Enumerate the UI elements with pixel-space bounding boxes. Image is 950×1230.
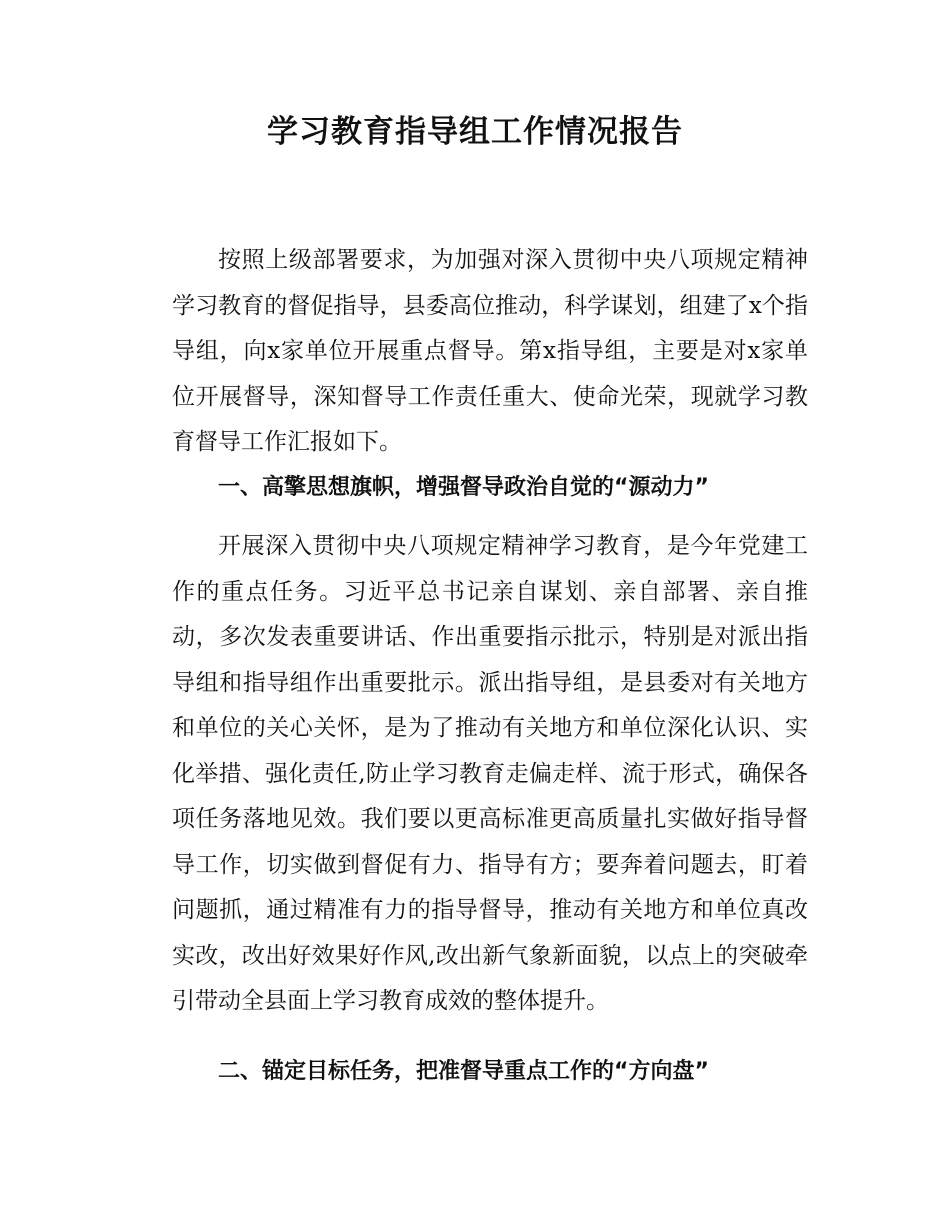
section-heading-2: 二、锚定目标任务，把准督导重点工作的“方向盘” — [218, 1059, 709, 1084]
document-title: 学习教育指导组工作情况报告 — [267, 114, 683, 150]
intro-paragraph: 按照上级部署要求，为加强对深入贯彻中央八项规定精神学习教育的督促指导，县委高位推动，科学谋划，组建了x个指导组，向x家单位开展重点督导。第x指导组，主要是对x家单位开展督导，深知督导工作责任重大、使命光荣，现就学习教育督导工作汇报如下。 — [172, 247, 808, 455]
section-1-paragraph: 开展深入贯彻中央八项规定精神学习教育，是今年党建工作的重点任务。习近平总书记亲自谋划、亲自部署、亲自推动，多次发表重要讲话、作出重要指示批示，特别是对派出指导组和指导组作出重要批示。派出指导组，是县委对有关地方和单位的关心关怀，是为了推动有关地方和单位深化认识、实化举措、强化责任,防止学习教育走偏走样、流于形式，确保各项任务落地见效。我们要以更高标准更高质量扎实做好指导督导工作，切实做到督促有力、指导有方；要奔着问题去，盯着问题抓，通过精准有力的指导督导，推动有关地方和单位真改实改，改出好效果好作风,改出新气象新面貌，以点上的突破牵引带动全县面上学习教育成效的整体提升。 — [172, 533, 808, 1014]
section-heading-1: 一、高擎思想旗帜，增强督导政治自觉的“源动力” — [218, 475, 709, 500]
